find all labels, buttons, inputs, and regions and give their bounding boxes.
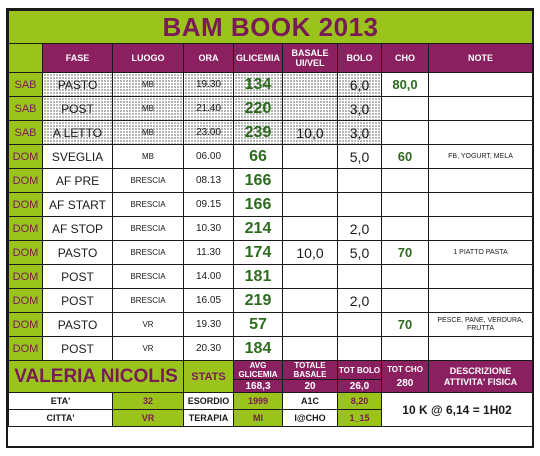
note-cell <box>429 121 533 145</box>
day-cell: DOM <box>9 193 43 217</box>
header-cho: CHO <box>382 44 429 73</box>
table-row <box>9 337 533 361</box>
glicemia-cell: 174 <box>234 241 283 265</box>
note-cell <box>429 169 533 193</box>
page-title: BAM BOOK 2013 <box>9 11 533 44</box>
bam-book-sheet <box>6 8 534 448</box>
cho-cell <box>382 169 429 193</box>
note-cell <box>429 97 533 121</box>
ora-cell: 10.30 <box>184 217 234 241</box>
cho-cell <box>382 337 429 361</box>
header-ora: ORA <box>184 44 234 73</box>
cho-cell: 60 <box>382 145 429 169</box>
day-cell: DOM <box>9 313 43 337</box>
table-row <box>9 265 533 289</box>
basale-cell <box>283 97 338 121</box>
table-row <box>9 289 533 313</box>
bolo-cell: 2,0 <box>338 289 382 313</box>
ora-cell: 19.30 <box>184 73 234 97</box>
ora-cell: 19.30 <box>184 313 234 337</box>
basale-cell <box>283 289 338 313</box>
glicemia-cell: 181 <box>234 265 283 289</box>
fase-cell: PASTO <box>43 73 113 97</box>
table-row <box>9 169 533 193</box>
basale-cell <box>283 193 338 217</box>
day-cell: DOM <box>9 169 43 193</box>
cho-cell: 80,0 <box>382 73 429 97</box>
table-row <box>9 241 533 265</box>
bolo-cell: 3,0 <box>338 121 382 145</box>
fase-cell: AF START <box>43 193 113 217</box>
basale-cell <box>283 217 338 241</box>
bolo-cell: 2,0 <box>338 217 382 241</box>
luogo-cell: MB <box>113 73 184 97</box>
luogo-cell: BRESCIA <box>113 217 184 241</box>
header-fase: FASE <box>43 44 113 73</box>
fase-cell: AF PRE <box>43 169 113 193</box>
luogo-cell: BRESCIA <box>113 193 184 217</box>
a1c-value: 8,20 <box>338 393 382 410</box>
note-cell <box>429 337 533 361</box>
glicemia-cell: 214 <box>234 217 283 241</box>
luogo-cell: BRESCIA <box>113 241 184 265</box>
icho-value: 1_15 <box>338 410 382 427</box>
basale-cell: 10,0 <box>283 121 338 145</box>
eta-value: 32 <box>113 393 184 410</box>
note-cell <box>429 193 533 217</box>
basale-cell <box>283 265 338 289</box>
avg-glicemia-value: 168,3 <box>234 380 283 393</box>
fase-cell: PASTO <box>43 241 113 265</box>
cho-cell <box>382 265 429 289</box>
citta-value: VR <box>113 410 184 427</box>
bolo-cell <box>338 313 382 337</box>
day-cell: SAB <box>9 121 43 145</box>
day-cell: DOM <box>9 265 43 289</box>
luogo-cell: BRESCIA <box>113 169 184 193</box>
header-note: NOTE <box>429 44 533 73</box>
bolo-cell <box>338 265 382 289</box>
note-cell: 1 PIATTO PASTA <box>429 241 533 265</box>
basale-cell <box>283 337 338 361</box>
basale-cell: 10,0 <box>283 241 338 265</box>
tot-bolo-value: 26,0 <box>338 380 382 393</box>
header-bolo: BOLO <box>338 44 382 73</box>
bolo-cell: 3,0 <box>338 97 382 121</box>
fase-cell: PASTO <box>43 313 113 337</box>
basale-cell <box>283 145 338 169</box>
note-cell <box>429 73 533 97</box>
table-row <box>9 121 533 145</box>
fase-cell: POST <box>43 289 113 313</box>
esordio-value: 1999 <box>234 393 283 410</box>
luogo-cell: MB <box>113 121 184 145</box>
cho-cell <box>382 217 429 241</box>
ora-cell: 08.13 <box>184 169 234 193</box>
note-cell <box>429 265 533 289</box>
cho-cell: 70 <box>382 241 429 265</box>
totale-basale-value: 20 <box>283 380 338 393</box>
note-cell: PESCE, PANE, VERDURA, FRUTTA <box>429 313 533 337</box>
bolo-cell: 5,0 <box>338 145 382 169</box>
basale-cell <box>283 73 338 97</box>
glicemia-cell: 166 <box>234 169 283 193</box>
patient-name: VALERIA NICOLIS <box>9 361 184 393</box>
glicemia-cell: 184 <box>234 337 283 361</box>
ora-cell: 21.40 <box>184 97 234 121</box>
luogo-cell: BRESCIA <box>113 265 184 289</box>
avg-glicemia-label: AVG GLICEMIA <box>234 361 283 380</box>
header-basale: BASALE UI/VEL <box>283 44 338 73</box>
luogo-cell: VR <box>113 313 184 337</box>
luogo-cell: MB <box>113 97 184 121</box>
bolo-cell: 6,0 <box>338 73 382 97</box>
tot-cho-label-cell <box>382 361 429 393</box>
table-row <box>9 217 533 241</box>
tot-cho-value: 280 <box>396 378 414 389</box>
stats-label: STATS <box>184 361 234 393</box>
table-row <box>9 97 533 121</box>
fase-cell: POST <box>43 97 113 121</box>
basale-cell <box>283 169 338 193</box>
glicemia-cell: 239 <box>234 121 283 145</box>
bolo-cell <box>338 337 382 361</box>
header-luogo: LUOGO <box>113 44 184 73</box>
header-glicemia: GLICEMIA <box>234 44 283 73</box>
cho-cell: 70 <box>382 313 429 337</box>
icho-label: I@CHO <box>283 410 338 427</box>
cho-cell <box>382 97 429 121</box>
luogo-cell: MB <box>113 145 184 169</box>
tot-cho-label: TOT CHO <box>387 365 423 374</box>
table-row <box>9 313 533 337</box>
day-cell: DOM <box>9 337 43 361</box>
note-cell <box>429 289 533 313</box>
glicemia-cell: 219 <box>234 289 283 313</box>
totale-basale-label: TOTALE BASALE <box>283 361 338 380</box>
bam-book-table <box>8 10 533 427</box>
day-cell: DOM <box>9 217 43 241</box>
bolo-cell <box>338 193 382 217</box>
day-cell: DOM <box>9 241 43 265</box>
luogo-cell: VR <box>113 337 184 361</box>
table-row <box>9 193 533 217</box>
cho-cell <box>382 193 429 217</box>
descrizione-attivita-label: DESCRIZIONE ATTIVITA' FISICA <box>429 361 533 393</box>
fase-cell: POST <box>43 265 113 289</box>
table-row <box>9 145 533 169</box>
cho-cell <box>382 121 429 145</box>
table-row <box>9 73 533 97</box>
ora-cell: 20.30 <box>184 337 234 361</box>
bolo-cell <box>338 169 382 193</box>
glicemia-cell: 166 <box>234 193 283 217</box>
ora-cell: 06.00 <box>184 145 234 169</box>
terapia-label: TERAPIA <box>184 410 234 427</box>
tot-bolo-label: TOT BOLO <box>338 361 382 380</box>
ora-cell: 11.30 <box>184 241 234 265</box>
luogo-cell: BRESCIA <box>113 289 184 313</box>
day-cell: DOM <box>9 145 43 169</box>
day-cell: SAB <box>9 97 43 121</box>
glicemia-cell: 66 <box>234 145 283 169</box>
day-cell: SAB <box>9 73 43 97</box>
eta-label: ETA' <box>9 393 113 410</box>
note-cell: FB, YOGURT, MELA <box>429 145 533 169</box>
esordio-label: ESORDIO <box>184 393 234 410</box>
header-day-blank <box>9 44 43 73</box>
glicemia-cell: 57 <box>234 313 283 337</box>
fase-cell: POST <box>43 337 113 361</box>
glicemia-cell: 134 <box>234 73 283 97</box>
citta-label: CITTA' <box>9 410 113 427</box>
note-cell <box>429 217 533 241</box>
ora-cell: 14.00 <box>184 265 234 289</box>
cho-cell <box>382 289 429 313</box>
terapia-value: MI <box>234 410 283 427</box>
activity-description: 10 K @ 6,14 = 1H02 <box>382 393 533 427</box>
ora-cell: 23.00 <box>184 121 234 145</box>
fase-cell: SVEGLIA <box>43 145 113 169</box>
bolo-cell: 5,0 <box>338 241 382 265</box>
day-cell: DOM <box>9 289 43 313</box>
ora-cell: 09.15 <box>184 193 234 217</box>
ora-cell: 16.05 <box>184 289 234 313</box>
fase-cell: A LETTO <box>43 121 113 145</box>
a1c-label: A1C <box>283 393 338 410</box>
fase-cell: AF STOP <box>43 217 113 241</box>
basale-cell <box>283 313 338 337</box>
glicemia-cell: 220 <box>234 97 283 121</box>
